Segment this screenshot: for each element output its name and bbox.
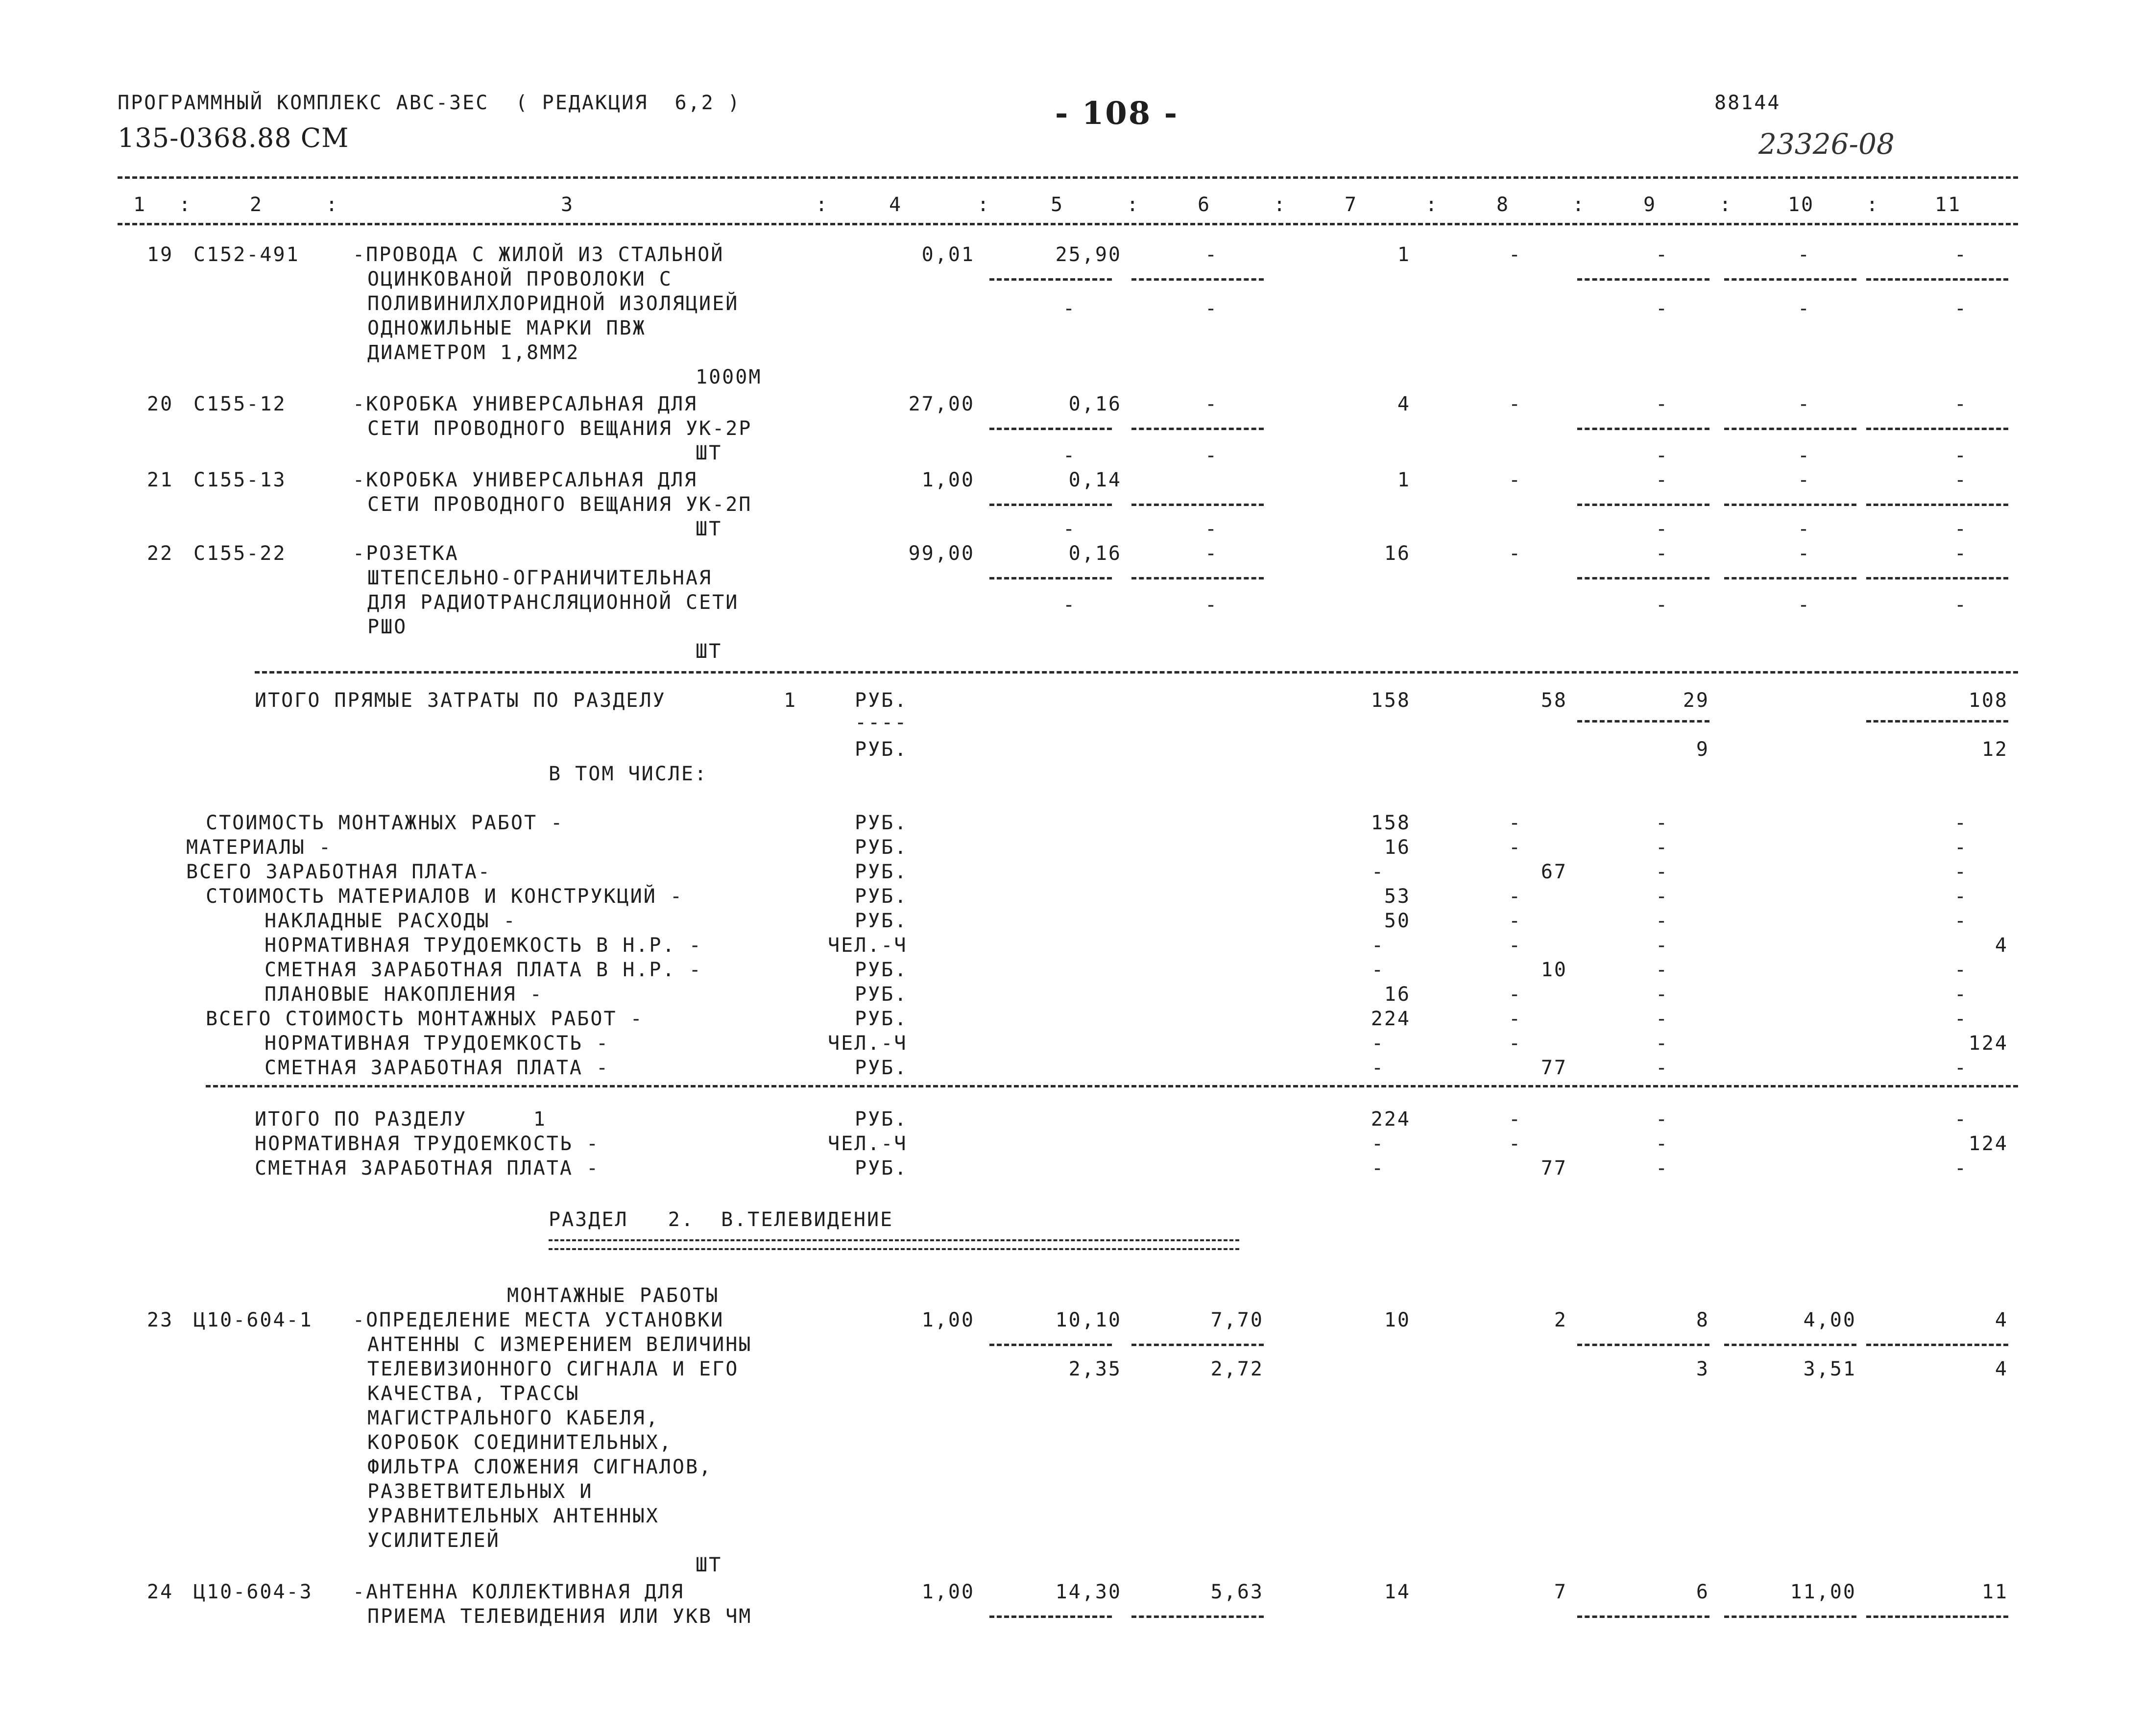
cell-c11: - (1954, 1157, 1968, 1180)
cell-c11: - (1954, 885, 1968, 908)
summary-row-unit: РУБ. (855, 885, 908, 908)
cell-c6: 5,63 (1210, 1581, 1264, 1603)
cell-dash: - (1656, 393, 1669, 415)
summary-row-unit: РУБ. (855, 1057, 908, 1079)
summary-row-label: ВСЕГО ЗАРАБОТНАЯ ПЛАТА- (186, 861, 491, 883)
cell-c6: 2,72 (1210, 1358, 1264, 1380)
cell-dash: - (1798, 393, 1811, 415)
cell-c7: 224 (1371, 1108, 1411, 1131)
cell-dash: - (1205, 243, 1219, 266)
col-header-9: 9 (1643, 193, 1657, 216)
row-description: АНТЕННЫ С ИЗМЕРЕНИЕМ ВЕЛИЧИНЫ (367, 1333, 752, 1356)
cell-underline (989, 1615, 1112, 1618)
cell-c7: - (1371, 1032, 1385, 1055)
section-total-label: НОРМАТИВНАЯ ТРУДОЕМКОСТЬ - (255, 1133, 600, 1155)
cell-underline (989, 278, 1112, 281)
cell-c9: - (1656, 1057, 1669, 1079)
col-header-11: 11 (1935, 193, 1962, 216)
cell-c7: 53 (1384, 885, 1411, 908)
handwritten-number: 23326-08 (1758, 127, 1895, 161)
row-number: 24 (147, 1581, 174, 1603)
cell-c8: - (1509, 1032, 1522, 1055)
row-description: РАЗВЕТВИТЕЛЬНЫХ И (367, 1480, 593, 1503)
summary-row-unit: РУБ. (855, 1008, 908, 1030)
cell-c11: - (1954, 836, 1968, 859)
row-code: Ц10-604-1 (193, 1309, 313, 1331)
cell-c8: 2 (1554, 1309, 1567, 1331)
summary-row-label: НОРМАТИВНАЯ ТРУДОЕМКОСТЬ - (265, 1032, 610, 1055)
cell-c11: 12 (1981, 738, 2008, 761)
col-header-2: 2 (250, 193, 264, 216)
cell-c4: 1,00 (921, 1581, 975, 1603)
cell-dash: - (1509, 542, 1522, 565)
row-description: -АНТЕННА КОЛЛЕКТИВНАЯ ДЛЯ (353, 1581, 685, 1603)
row-description: СЕТИ ПРОВОДНОГО ВЕЩАНИЯ УК-2Р (367, 417, 752, 440)
cell-c11: 11 (1981, 1581, 2008, 1603)
cell-c9: 8 (1696, 1309, 1709, 1331)
summary-row-unit: ЧЕЛ.-Ч (828, 1032, 908, 1055)
col-sep: : (179, 193, 192, 216)
section-title-underline (549, 1239, 1239, 1250)
cell-c11: - (1954, 983, 1968, 1006)
cell-c8: - (1509, 836, 1522, 859)
cell-c9: - (1656, 1157, 1669, 1180)
cell-c9: - (1656, 983, 1669, 1006)
row-number: 22 (147, 542, 174, 565)
cell-underline (1724, 278, 1856, 281)
cell-c8: - (1509, 934, 1522, 957)
cell-c5: 14,30 (1055, 1581, 1122, 1603)
cell-c8: 7 (1554, 1581, 1567, 1603)
cell-c8: - (1509, 812, 1522, 834)
col-sep: : (1274, 193, 1287, 216)
col-sep: : (1719, 193, 1733, 216)
cell-c9: 3 (1696, 1358, 1709, 1380)
row-code: С152-491 (193, 243, 300, 266)
cell-c5: 2,35 (1068, 1358, 1122, 1380)
cell-c11: 108 (1968, 689, 2008, 712)
row-code: С155-22 (193, 542, 287, 565)
cell-c11: 4 (1995, 1309, 2008, 1331)
cell-dash: - (1063, 594, 1077, 616)
cell-underline (1577, 1344, 1709, 1346)
including-label: В ТОМ ЧИСЛЕ: (549, 763, 708, 785)
cell-c11: - (1954, 910, 1968, 932)
cell-dash: - (1954, 297, 1968, 320)
cell-dash: - (1656, 469, 1669, 491)
cell-c7: 224 (1371, 1008, 1411, 1030)
cell-c11: 124 (1968, 1032, 2008, 1055)
cell-c8: 67 (1540, 861, 1567, 883)
cell-dash: - (1954, 393, 1968, 415)
cell-underline (1724, 428, 1856, 430)
row-description: -ПРОВОДА С ЖИЛОЙ ИЗ СТАЛЬНОЙ (353, 243, 724, 266)
row-unit: ШТ (696, 1554, 722, 1576)
cell-underline (989, 428, 1112, 430)
cell-underline (1724, 504, 1856, 506)
cell-c4: 0,01 (921, 243, 975, 266)
row-description: ПОЛИВИНИЛХЛОРИДНОЙ ИЗОЛЯЦИЕЙ (367, 292, 739, 315)
row-description: ОДНОЖИЛЬНЫЕ МАРКИ ПВЖ (367, 317, 646, 339)
row-description: -КОРОБКА УНИВЕРСАЛЬНАЯ ДЛЯ (353, 393, 698, 415)
cell-c10: 11,00 (1790, 1581, 1856, 1603)
cell-c7: - (1371, 959, 1385, 981)
col-sep: : (326, 193, 339, 216)
cell-c7: 158 (1371, 812, 1411, 834)
col-sep: : (816, 193, 829, 216)
cell-c7: 16 (1384, 983, 1411, 1006)
cell-dash: - (1509, 469, 1522, 491)
cell-dash: - (1656, 518, 1669, 540)
cell-c9: 29 (1683, 689, 1709, 712)
cell-dash: - (1509, 393, 1522, 415)
cell-c5: 0,14 (1068, 469, 1122, 491)
col-header-6: 6 (1198, 193, 1211, 216)
row-description: ТЕЛЕВИЗИОННОГО СИГНАЛА И ЕГО (367, 1358, 739, 1380)
cell-c4: 99,00 (908, 542, 975, 565)
section-total-label: СМЕТНАЯ ЗАРАБОТНАЯ ПЛАТА - (255, 1157, 600, 1180)
cell-c9: - (1656, 934, 1669, 957)
col-header-4: 4 (889, 193, 903, 216)
cell-dash: - (1954, 243, 1968, 266)
cell-c11: - (1954, 1108, 1968, 1131)
row-description: МАГИСТРАЛЬНОГО КАБЕЛЯ, (367, 1407, 659, 1429)
cell-c8: - (1509, 1133, 1522, 1155)
col-sep: : (1425, 193, 1439, 216)
cell-dash: - (1656, 444, 1669, 467)
program-title: ПРОГРАММНЫЙ КОМПЛЕКС АВС-3ЕС ( РЕДАКЦИЯ 6,2 ) (118, 92, 741, 114)
rule-summary-top (255, 671, 2018, 674)
summary-row-unit: РУБ. (855, 983, 908, 1006)
cell-dash: - (1954, 594, 1968, 616)
cell-c8: - (1509, 983, 1522, 1006)
summary-section: 1 (784, 689, 797, 712)
cell-c9: - (1656, 959, 1669, 981)
row-number: 21 (147, 469, 174, 491)
cell-underline (1724, 577, 1856, 579)
cell-c9: - (1656, 1133, 1669, 1155)
cell-c11: - (1954, 1008, 1968, 1030)
cell-underline (1866, 1615, 2008, 1618)
cell-c8: 77 (1540, 1157, 1567, 1180)
cell-dash: - (1509, 243, 1522, 266)
summary-row-unit: РУБ. (855, 959, 908, 981)
cell-c7: 14 (1384, 1581, 1411, 1603)
col-header-10: 10 (1788, 193, 1815, 216)
cell-dash: - (1205, 297, 1219, 320)
cell-c7: - (1371, 861, 1385, 883)
row-description: РШО (367, 616, 408, 638)
cell-underline (1577, 1615, 1709, 1618)
cell-underline (1866, 1344, 2008, 1346)
row-description: ОЦИНКОВАНОЙ ПРОВОЛОКИ С (367, 268, 673, 290)
row-description: КОРОБОК СОЕДИНИТЕЛЬНЫХ, (367, 1431, 673, 1454)
col-sep: : (1127, 193, 1140, 216)
cell-c8: - (1509, 1108, 1522, 1131)
row-code: С155-13 (193, 469, 287, 491)
cell-c8: 10 (1540, 959, 1567, 981)
cell-underline (1724, 1615, 1856, 1618)
cell-c7: - (1371, 1057, 1385, 1079)
cell-c11: 124 (1968, 1133, 2008, 1155)
cell-dash: - (1954, 518, 1968, 540)
page-number: - 108 - (1055, 95, 1179, 132)
col-header-1: 1 (133, 193, 147, 216)
cell-c7: 4 (1397, 393, 1411, 415)
cell-dash: - (1798, 594, 1811, 616)
row-description: ПРИЕМА ТЕЛЕВИДЕНИЯ ИЛИ УКВ ЧМ (367, 1605, 752, 1628)
cell-underline (1866, 720, 2008, 723)
cell-dash: - (1798, 469, 1811, 491)
cell-c9: - (1656, 1032, 1669, 1055)
cell-c7: 10 (1384, 1309, 1411, 1331)
cell-c6: 7,70 (1210, 1309, 1264, 1331)
row-unit: ШТ (696, 442, 722, 464)
cell-dash: - (1205, 594, 1219, 616)
row-number: 20 (147, 393, 174, 415)
col-header-5: 5 (1051, 193, 1064, 216)
cell-c11: - (1954, 959, 1968, 981)
rule-section-total (206, 1085, 2018, 1087)
cell-c9: - (1656, 1008, 1669, 1030)
cell-underline (989, 1344, 1112, 1346)
cell-underline (1131, 278, 1264, 281)
document-id: 135-0368.88 СМ (118, 122, 349, 153)
cell-dash: - (1063, 444, 1077, 467)
summary-row-unit: РУБ. (855, 812, 908, 834)
row-description: -КОРОБКА УНИВЕРСАЛЬНАЯ ДЛЯ (353, 469, 698, 491)
cell-dash: - (1954, 542, 1968, 565)
cell-c9: - (1656, 836, 1669, 859)
summary-row-label: НОРМАТИВНАЯ ТРУДОЕМКОСТЬ В Н.Р. - (265, 934, 702, 957)
section-total-unit: РУБ. (855, 1108, 908, 1131)
cell-underline (1866, 504, 2008, 506)
cell-underline (1577, 504, 1709, 506)
cell-dash: - (1656, 297, 1669, 320)
cell-c8: 77 (1540, 1057, 1567, 1079)
summary-row-label: ПЛАНОВЫЕ НАКОПЛЕНИЯ - (265, 983, 543, 1006)
cell-c4: 1,00 (921, 469, 975, 491)
cell-c9: 6 (1696, 1581, 1709, 1603)
cell-c7: - (1371, 934, 1385, 957)
row-unit: 1000М (696, 366, 762, 388)
cell-dash: - (1205, 542, 1219, 565)
cell-dash: - (1798, 518, 1811, 540)
cell-c7: - (1371, 1157, 1385, 1180)
cell-c9: - (1656, 1108, 1669, 1131)
cell-c5: 0,16 (1068, 393, 1122, 415)
cell-c7: 16 (1384, 836, 1411, 859)
section-title: РАЗДЕЛ 2. В.ТЕЛЕВИДЕНИЕ (549, 1208, 894, 1231)
cell-c8: - (1509, 885, 1522, 908)
cell-underline (1577, 577, 1709, 579)
cell-c7: - (1371, 1133, 1385, 1155)
cell-c5: 0,16 (1068, 542, 1122, 565)
cell-c11: - (1954, 861, 1968, 883)
cell-underline (1577, 720, 1709, 723)
cell-c9: - (1656, 885, 1669, 908)
cell-c8: - (1509, 1008, 1522, 1030)
summary-row-unit: ЧЕЛ.-Ч (828, 934, 908, 957)
summary-row-label: СМЕТНАЯ ЗАРАБОТНАЯ ПЛАТА В Н.Р. - (265, 959, 702, 981)
row-description: ШТЕПСЕЛЬНО-ОГРАНИЧИТЕЛЬНАЯ (367, 567, 713, 589)
summary-row-unit: РУБ. (855, 861, 908, 883)
cell-c5: 10,10 (1055, 1309, 1122, 1331)
summary-row-label: МАТЕРИАЛЫ - (186, 836, 332, 859)
cell-c7: 158 (1371, 689, 1411, 712)
row-description: -ОПРЕДЕЛЕНИЕ МЕСТА УСТАНОВКИ (353, 1309, 724, 1331)
cell-underline (1577, 278, 1709, 281)
rule-header-bottom (118, 223, 2018, 225)
col-header-3: 3 (561, 193, 575, 216)
cell-underline (1866, 428, 2008, 430)
summary-short-line: ---- (855, 711, 908, 734)
section-total-unit: ЧЕЛ.-Ч (828, 1133, 908, 1155)
row-number: 23 (147, 1309, 174, 1331)
col-sep: : (1572, 193, 1586, 216)
col-sep: : (977, 193, 991, 216)
cell-c11: 4 (1995, 1358, 2008, 1380)
cell-dash: - (1063, 297, 1077, 320)
cell-c11: - (1954, 1057, 1968, 1079)
cell-c7: 16 (1384, 542, 1411, 565)
cell-underline (989, 504, 1112, 506)
section-total-unit: РУБ. (855, 1157, 908, 1180)
row-number: 19 (147, 243, 174, 266)
cell-dash: - (1798, 542, 1811, 565)
cell-underline (1724, 1344, 1856, 1346)
cell-underline (1577, 428, 1709, 430)
summary-unit: РУБ. (855, 689, 908, 712)
section-total-label: ИТОГО ПО РАЗДЕЛУ 1 (255, 1108, 547, 1131)
row-description: ДЛЯ РАДИОТРАНСЛЯЦИОННОЙ СЕТИ (367, 591, 739, 614)
row-description: СЕТИ ПРОВОДНОГО ВЕЩАНИЯ УК-2П (367, 493, 752, 516)
cell-c9: - (1656, 812, 1669, 834)
col-header-8: 8 (1496, 193, 1510, 216)
cell-c8: 58 (1540, 689, 1567, 712)
cell-dash: - (1656, 542, 1669, 565)
summary-row-label: СТОИМОСТЬ МОНТАЖНЫХ РАБОТ - (206, 812, 564, 834)
summary-row-label: ВСЕГО СТОИМОСТЬ МОНТАЖНЫХ РАБОТ - (206, 1008, 644, 1030)
cell-c4: 27,00 (908, 393, 975, 415)
cell-underline (1131, 1344, 1264, 1346)
col-sep: : (1866, 193, 1880, 216)
row-description: УСИЛИТЕЛЕЙ (367, 1529, 500, 1552)
row-description: УРАВНИТЕЛЬНЫХ АНТЕННЫХ (367, 1505, 659, 1527)
cell-c5: 25,90 (1055, 243, 1122, 266)
row-description: ДИАМЕТРОМ 1,8ММ2 (367, 341, 580, 364)
cell-underline (1131, 577, 1264, 579)
cell-c9: - (1656, 861, 1669, 883)
row-code: Ц10-604-3 (193, 1581, 313, 1603)
cell-dash: - (1798, 243, 1811, 266)
cell-dash: - (1954, 444, 1968, 467)
summary-row-unit: РУБ. (855, 910, 908, 932)
row-description: КАЧЕСТВА, ТРАССЫ (367, 1382, 580, 1405)
cell-underline (1866, 278, 2008, 281)
summary-row-label: НАКЛАДНЫЕ РАСХОДЫ - (265, 910, 517, 932)
cell-dash: - (1656, 243, 1669, 266)
summary-row-label: СМЕТНАЯ ЗАРАБОТНАЯ ПЛАТА - (265, 1057, 610, 1079)
cell-c4: 1,00 (921, 1309, 975, 1331)
cell-c7: 1 (1397, 469, 1411, 491)
cell-dash: - (1798, 297, 1811, 320)
rule-top (118, 176, 2018, 179)
cell-underline (1131, 1615, 1264, 1618)
cell-c11: 4 (1995, 934, 2008, 957)
cell-dash: - (1205, 518, 1219, 540)
cell-dash: - (1205, 393, 1219, 415)
cell-c10: 4,00 (1803, 1309, 1856, 1331)
cell-dash: - (1656, 594, 1669, 616)
cell-underline (1866, 577, 2008, 579)
row-unit: ШТ (696, 640, 722, 663)
summary-label: ИТОГО ПРЯМЫЕ ЗАТРАТЫ ПО РАЗДЕЛУ (255, 689, 666, 712)
row-description: ФИЛЬТРА СЛОЖЕНИЯ СИГНАЛОВ, (367, 1456, 713, 1478)
cell-c7: 50 (1384, 910, 1411, 932)
cell-underline (1131, 428, 1264, 430)
cell-c10: 3,51 (1803, 1358, 1856, 1380)
section-subtitle: МОНТАЖНЫЕ РАБОТЫ (507, 1284, 720, 1307)
col-header-7: 7 (1345, 193, 1358, 216)
summary-row-unit: РУБ. (855, 836, 908, 859)
row-unit: ШТ (696, 518, 722, 540)
row-code: С155-12 (193, 393, 287, 415)
cell-dash: - (1205, 444, 1219, 467)
cell-underline (1131, 504, 1264, 506)
cell-dash: - (1798, 444, 1811, 467)
cell-dash: - (1954, 469, 1968, 491)
cell-c9: - (1656, 910, 1669, 932)
summary-unit: РУБ. (855, 738, 908, 761)
cell-dash: - (1063, 518, 1077, 540)
cell-c7: 1 (1397, 243, 1411, 266)
document-number: 88144 (1714, 92, 1781, 114)
cell-c11: - (1954, 812, 1968, 834)
cell-c8: - (1509, 910, 1522, 932)
row-description: -РОЗЕТКА (353, 542, 459, 565)
cell-underline (989, 577, 1112, 579)
cell-c9: 9 (1696, 738, 1709, 761)
summary-row-label: СТОИМОСТЬ МАТЕРИАЛОВ И КОНСТРУКЦИЙ - (206, 885, 683, 908)
